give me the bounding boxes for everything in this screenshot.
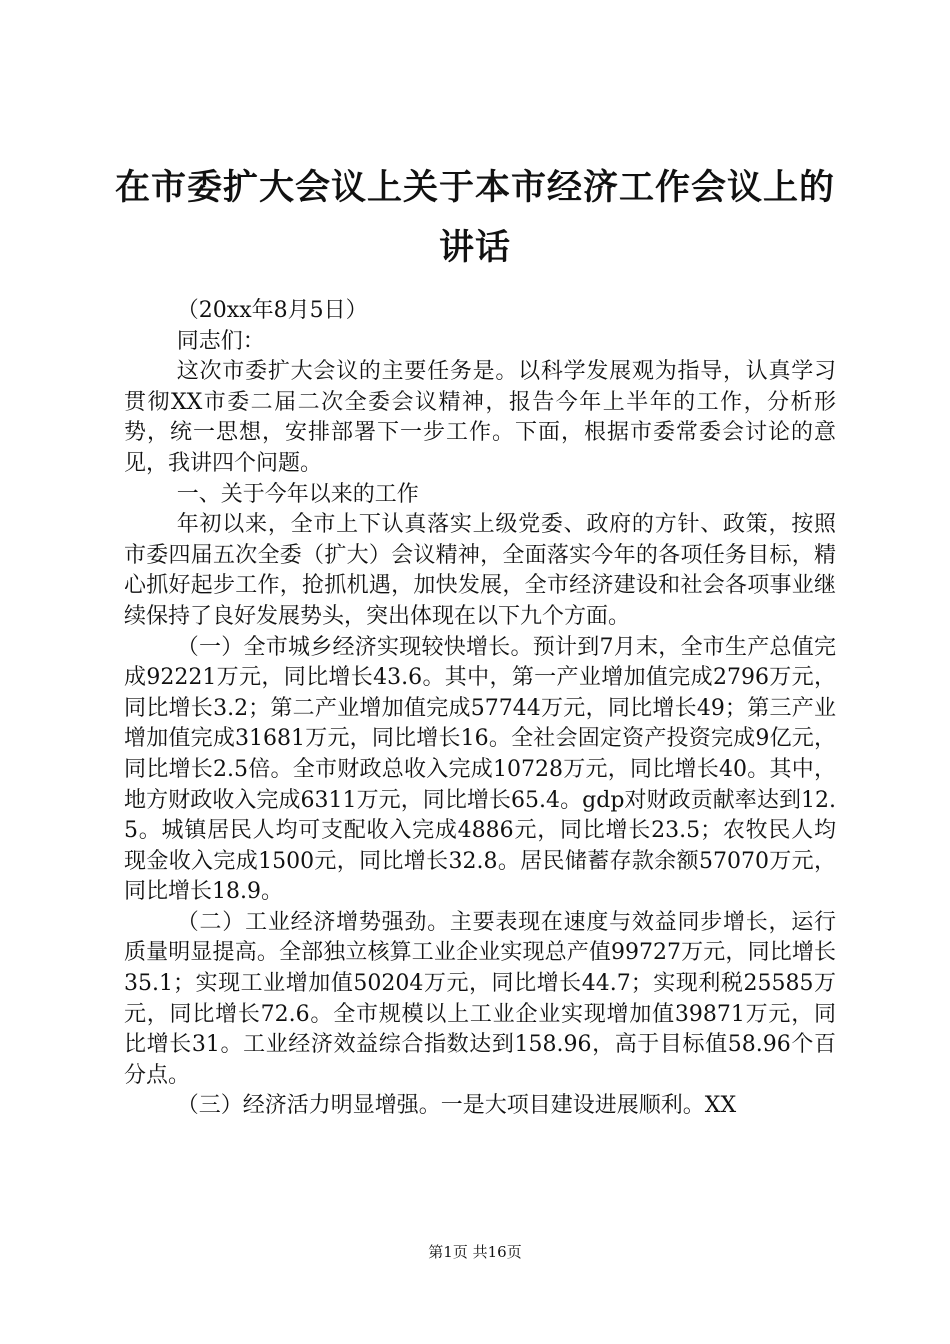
body-paragraph: 这次市委扩大会议的主要任务是。以科学发展观为指导，认真学习贯彻XX市委二届二次全委会议精神，报告今年上半年的工作，分析形势，统一思想，安排部署下一步工作。下面，根据市委常委会讨论的意见，我讲四个问题。 [124, 359, 836, 476]
date-line: （20xx年8月5日） [176, 298, 368, 323]
title-line-2: 讲话 [438, 228, 511, 268]
title-line-1: 在市委扩大会议上关于本市经济工作会议上的 [114, 168, 835, 208]
document-body [124, 296, 836, 1122]
page-footer: 第1页 共16页 [428, 1243, 522, 1261]
body-paragraph: （二）工业经济增势强劲。主要表现在速度与效益同步增长，运行质量明显提高。全部独立核算工业企业实现总产值99727万元，同比增长35.1；实现工业增加值50204万元，同比增长44.7；实现利税25585万元，同比增长72.6。全市规模以上工业企业实现增加值39871万元，同比增长31。工业经济效益综合指数达到158.96，高于目标值58.96个百分点。 [124, 909, 836, 1088]
body-paragraph: （一）全市城乡经济实现较快增长。预计到7月末，全市生产总值完成92221万元，同比增长43.6。其中，第一产业增加值完成2796万元，同比增长3.2；第二产业增加值完成57744万元，同比增长49；第三产业增加值完成31681万元，同比增长16。全社会固定资产投资完成9亿元，同比增长2.5倍。全市财政总收入完成10728万元，同比增长40。其中，地方财政收入完成6311万元，同比增长65.4。gdp对财政贡献率达到12.5。城镇居民人均可支配收入完成4886元，同比增长23.5；农牧民人均现金收入完成1500元，同比增长32.8。居民储蓄存款余额57070万元，同比增长18.9。 [124, 634, 837, 905]
body-paragraph: （三）经济活力明显增强。一是大项目建设进展顺利。XX [176, 1093, 737, 1119]
section-heading: 一、关于今年以来的工作 [176, 481, 419, 507]
body-paragraph: 年初以来，全市上下认真落实上级党委、政府的方针、政策，按照市委四届五次全委（扩大）会议精神，全面落实今年的各项任务目标，精心抓好起步工作，抢抓机遇，加快发展，全市经济建设和社会各项事业继续保持了良好发展势头，突出体现在以下九个方面。 [124, 512, 836, 629]
salutation: 同志们： [176, 328, 265, 354]
document-title [100, 158, 850, 278]
